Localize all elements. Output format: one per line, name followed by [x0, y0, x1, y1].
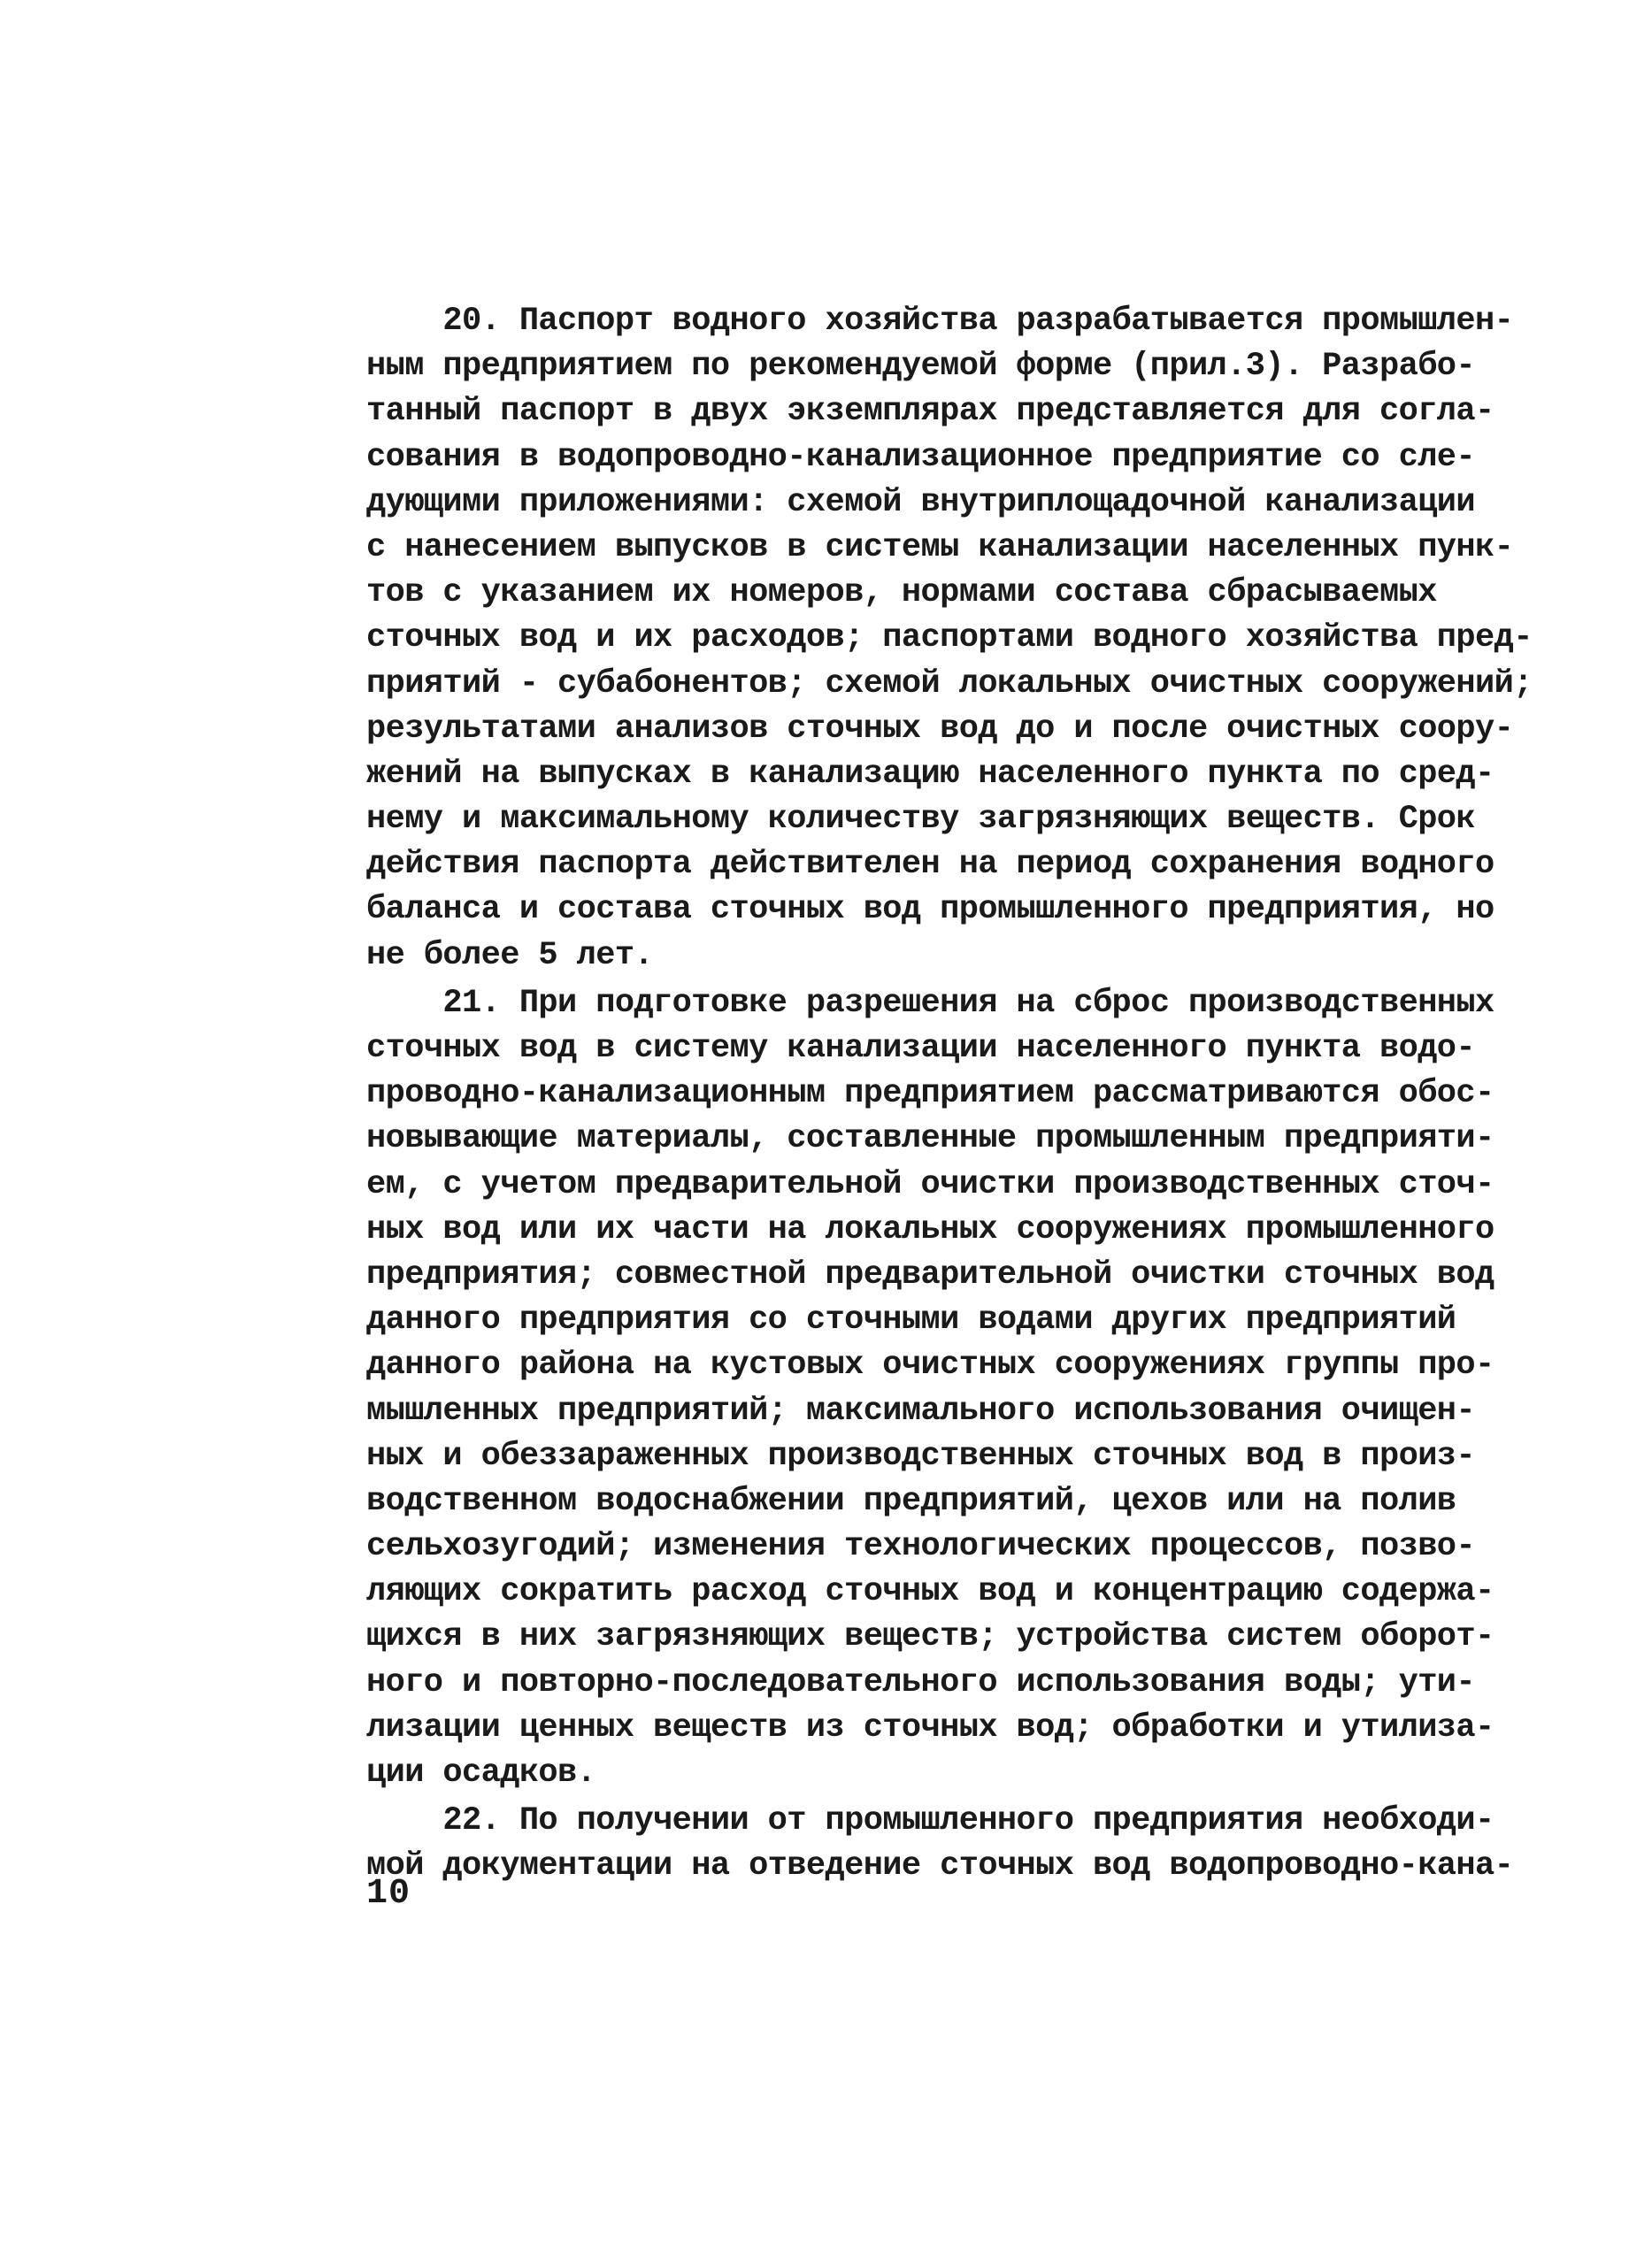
text-line: 22. По получении от промышленного предприятия необходи-	[366, 1802, 1494, 1840]
text-line: мышленных предприятий; максимального использования очищен-	[366, 1392, 1476, 1430]
body-text	[366, 299, 1533, 1890]
text-line: сельхозугодий; изменения технологических процессов, позво-	[366, 1528, 1476, 1566]
text-line: результатами анализов сточных вод до и после очистных соору-	[366, 710, 1514, 748]
text-line: ции осадков.	[366, 1754, 596, 1792]
text-line: 21. При подготовке разрешения на сброс производственных	[366, 984, 1494, 1022]
text-line: проводно-канализационным предприятием рассматриваются обос-	[366, 1075, 1494, 1113]
text-line: данного района на кустовых очистных сооружениях группы про-	[366, 1347, 1494, 1385]
page-number: 10	[366, 1874, 411, 1914]
text-line: щихся в них загрязняющих веществ; устройства систем оборот-	[366, 1618, 1494, 1656]
text-line: ного и повторно-последовательного использования воды; ути-	[366, 1663, 1476, 1701]
text-line: сточных вод и их расходов; паспортами водного хозяйства пред-	[366, 619, 1533, 657]
text-line: тов с указанием их номеров, нормами состава сбрасываемых	[366, 574, 1437, 612]
paragraph-20	[366, 299, 1533, 979]
text-line: ляющих сократить расход сточных вод и концентрацию содержа-	[366, 1573, 1494, 1611]
text-line: новывающие материалы, составленные промышленным предприяти-	[366, 1120, 1494, 1158]
text-line: нему и максимальному количеству загрязняющих веществ. Срок	[366, 801, 1476, 839]
text-line: с нанесением выпусков в системы канализации населенных пунк-	[366, 528, 1514, 566]
text-line: 20. Паспорт водного хозяйства разрабатывается промышлен-	[366, 303, 1514, 340]
text-line: сточных вод в систему канализации населенного пункта водо-	[366, 1030, 1476, 1067]
text-line: жений на выпусках в канализацию населенного пункта по сред-	[366, 755, 1494, 793]
text-line: предприятия; совместной предварительной очистки сточных вод	[366, 1255, 1494, 1294]
text-line: дующими приложениями: схемой внутриплощадочной канализации	[366, 483, 1476, 521]
text-line: действия паспорта действителен на период сохранения водного	[366, 846, 1494, 884]
text-line: данного предприятия со сточными водами других предприятий	[366, 1301, 1456, 1340]
text-line: сования в водопроводно-канализационное предприятие со сле-	[366, 438, 1476, 476]
text-line: танный паспорт в двух экземплярах представляется для согла-	[366, 393, 1494, 431]
text-line: ем, с учетом предварительной очистки производственных сточ-	[366, 1165, 1494, 1203]
text-line: лизации ценных веществ из сточных вод; обработки и утилиза-	[366, 1708, 1494, 1747]
paragraph-21	[366, 981, 1494, 1796]
text-line: не более 5 лет.	[366, 936, 654, 974]
text-line: водственном водоснабжении предприятий, цехов или на полив	[366, 1482, 1456, 1520]
text-line: ных вод или их части на локальных сооружениях промышленного	[366, 1210, 1494, 1248]
text-line: приятий - субабонентов; схемой локальных очистных сооружений;	[366, 664, 1533, 703]
text-line: баланса и состава сточных вод промышленного предприятия, но	[366, 891, 1494, 929]
text-line: ным предприятием по рекомендуемой форме (прил.3). Разрабо-	[366, 348, 1476, 386]
paragraph-22	[366, 1799, 1514, 1889]
text-line: мой документации на отведение сточных вод водопроводно-кана-	[366, 1847, 1514, 1885]
text-line: ных и обеззараженных производственных сточных вод в произ-	[366, 1437, 1476, 1475]
